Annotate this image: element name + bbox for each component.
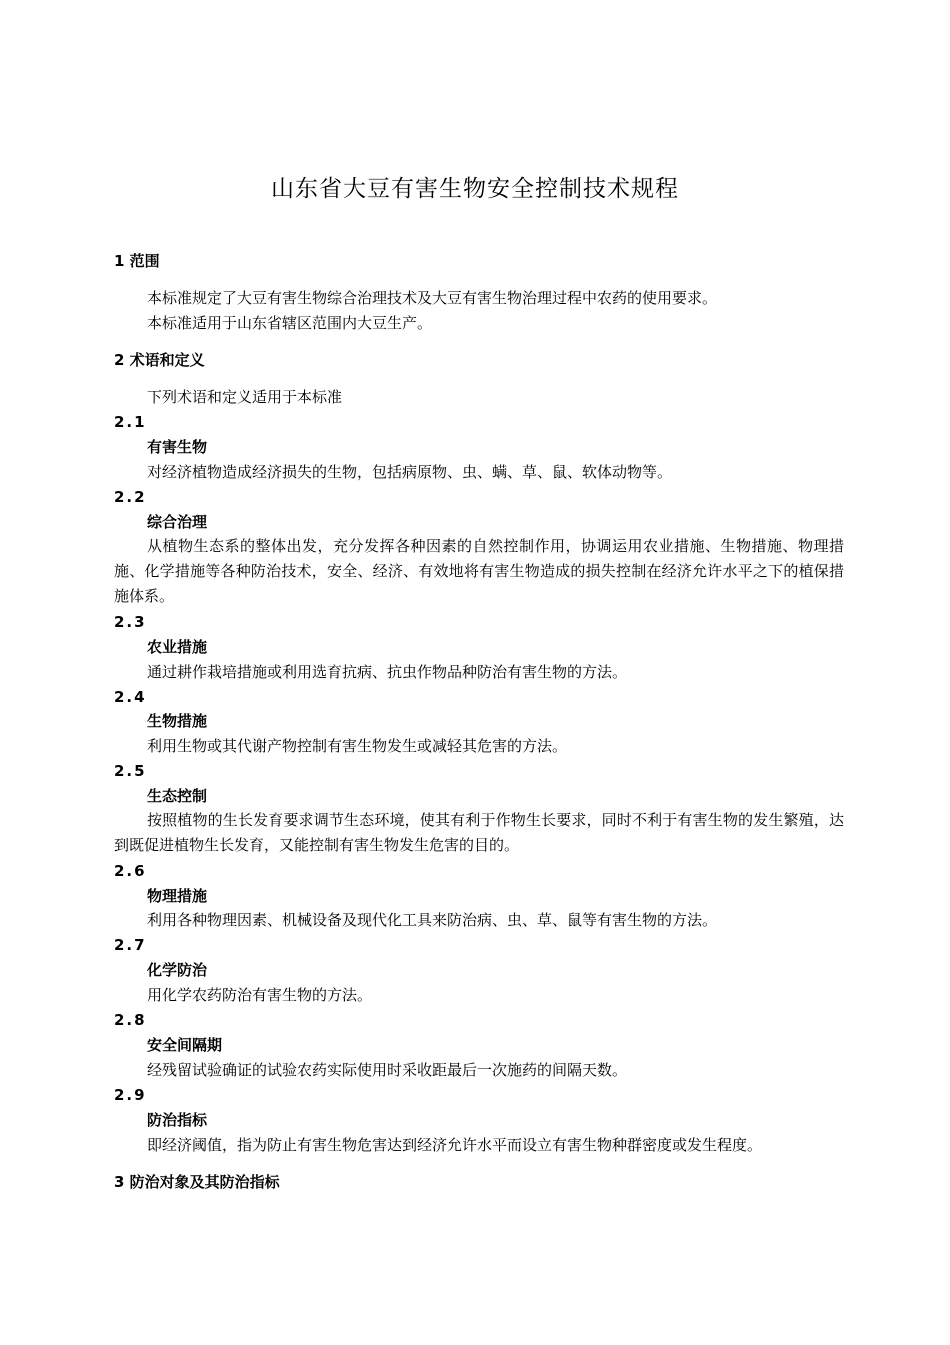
term-number: 2.4 <box>114 688 147 706</box>
term-definition: 利用各种物理因素、机械设备及现代化工具来防治病、虫、草、鼠等有害生物的方法。 <box>147 911 718 929</box>
term-definition: 用化学农药防治有害生物的方法。 <box>147 986 373 1004</box>
document-title: 山东省大豆有害生物安全控制技术规程 <box>271 176 679 202</box>
term-name: 生态控制 <box>147 787 208 805</box>
term-definition: 通过耕作栽培措施或利用选育抗病、抗虫作物品种防治有害生物的方法。 <box>147 663 628 681</box>
term-name: 防治指标 <box>147 1111 208 1129</box>
term-number: 2.6 <box>114 862 147 880</box>
term-name: 安全间隔期 <box>147 1036 223 1054</box>
section-2-heading: 2 术语和定义 <box>114 351 205 369</box>
term-number: 2.7 <box>114 936 147 954</box>
section-1-heading: 1 范围 <box>114 252 160 270</box>
term-name: 综合治理 <box>147 513 208 531</box>
section-1-paragraph-2: 本标准适用于山东省辖区范围内大豆生产。 <box>147 314 433 332</box>
section-1-paragraph-1: 本标准规定了大豆有害生物综合治理技术及大豆有害生物治理过程中农药的使用要求。 <box>147 289 718 307</box>
term-number: 2.2 <box>114 488 147 506</box>
term-name: 生物措施 <box>147 712 208 730</box>
term-definition: 即经济阈值，指为防止有害生物危害达到经济允许水平而设立有害生物种群密度或发生程度。 <box>147 1136 763 1154</box>
term-number: 2.9 <box>114 1086 147 1104</box>
term-number: 2.3 <box>114 613 147 631</box>
term-definition: 从植物生态系的整体出发，充分发挥各种因素的自然控制作用，协调运用农业措施、生物措施、物理措施、化学措施等各种防治技术，安全、经济、有效地将有害生物造成的损失控制在经济允许水平之下的植保措施体系。 <box>114 537 844 605</box>
term-name: 有害生物 <box>147 438 208 456</box>
section-2-intro: 下列术语和定义适用于本标准 <box>147 388 343 406</box>
term-name: 物理措施 <box>147 887 208 905</box>
term-number: 2.1 <box>114 413 147 431</box>
term-name: 化学防治 <box>147 961 208 979</box>
term-definition: 利用生物或其代谢产物控制有害生物发生或减轻其危害的方法。 <box>147 737 568 755</box>
term-definition: 对经济植物造成经济损失的生物，包括病原物、虫、螨、草、鼠、软体动物等。 <box>147 463 673 481</box>
term-number: 2.8 <box>114 1011 147 1029</box>
term-definition: 按照植物的生长发育要求调节生态环境，使其有利于作物生长要求，同时不利于有害生物的发生繁殖，达到既促进植物生长发育，又能控制有害生物发生危害的目的。 <box>114 811 844 854</box>
term-number: 2.5 <box>114 762 147 780</box>
section-3-heading: 3 防治对象及其防治指标 <box>114 1173 280 1191</box>
term-definition: 经残留试验确证的试验农药实际使用时采收距最后一次施药的间隔天数。 <box>147 1061 628 1079</box>
term-name: 农业措施 <box>147 638 208 656</box>
